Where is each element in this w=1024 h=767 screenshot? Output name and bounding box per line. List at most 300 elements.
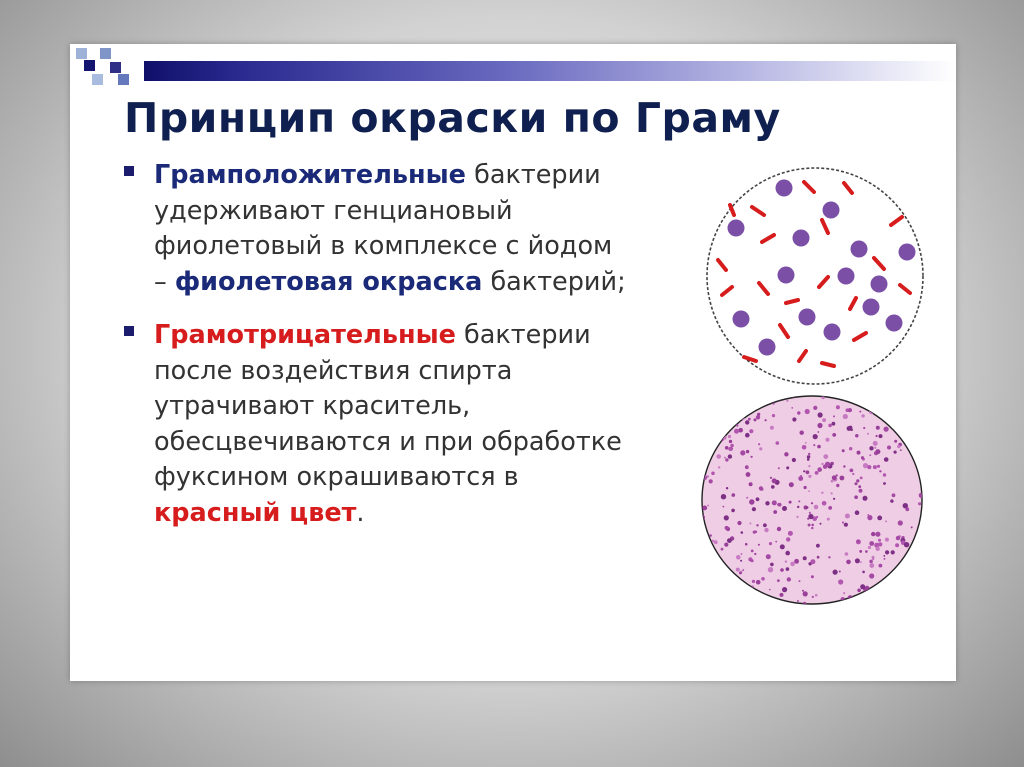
stain-speck xyxy=(756,524,758,526)
stain-speck xyxy=(811,575,814,578)
stain-speck xyxy=(721,494,726,499)
stain-speck xyxy=(833,415,835,417)
stain-speck xyxy=(749,482,753,486)
stain-speck xyxy=(707,400,712,405)
stain-speck xyxy=(839,571,841,573)
stain-speck xyxy=(883,473,886,476)
stain-speck xyxy=(709,534,712,537)
stain-speck xyxy=(766,398,770,402)
stain-speck xyxy=(811,524,814,527)
stain-speck xyxy=(736,424,738,426)
stain-speck xyxy=(737,402,742,407)
stain-speck xyxy=(744,394,748,398)
stain-speck xyxy=(921,453,924,456)
stain-speck xyxy=(712,435,714,437)
stain-speck xyxy=(846,395,848,397)
stain-speck xyxy=(803,591,808,596)
stain-speck xyxy=(786,567,790,571)
stain-speck xyxy=(752,580,755,583)
stain-speck xyxy=(884,558,886,560)
stain-speck xyxy=(817,445,821,449)
stain-speck xyxy=(756,497,760,501)
stain-speck xyxy=(861,414,864,417)
stain-speck xyxy=(736,555,741,560)
stain-speck xyxy=(792,417,796,421)
stain-speck xyxy=(822,501,827,506)
stain-speck xyxy=(716,571,718,573)
stain-speck xyxy=(913,577,917,581)
stain-speck xyxy=(788,531,793,536)
stain-speck xyxy=(780,544,785,549)
stain-speck xyxy=(805,409,810,414)
stain-speck xyxy=(863,427,865,429)
stain-speck xyxy=(822,418,826,422)
photo-background xyxy=(702,396,922,604)
stain-speck xyxy=(728,395,732,399)
stain-speck xyxy=(724,543,728,547)
stain-speck xyxy=(798,476,803,481)
stain-speck xyxy=(843,592,845,594)
stain-speck xyxy=(915,425,919,429)
stain-speck xyxy=(808,524,811,527)
stain-speck xyxy=(811,502,813,504)
stain-speck xyxy=(734,418,736,420)
bullet-line: обесцвечиваются и при обработке xyxy=(154,426,622,457)
stain-speck xyxy=(732,599,734,601)
stain-speck xyxy=(833,498,835,500)
stain-speck xyxy=(842,449,845,452)
stain-speck xyxy=(877,516,882,521)
header-decoration-bar xyxy=(144,61,956,81)
stain-speck xyxy=(883,555,885,557)
stain-speck xyxy=(727,538,732,543)
stain-speck xyxy=(725,576,730,581)
stain-speck xyxy=(913,394,916,397)
stain-speck xyxy=(913,567,915,569)
decor-square xyxy=(100,48,111,59)
stain-speck xyxy=(815,471,819,475)
stain-speck xyxy=(725,446,729,450)
stain-speck xyxy=(910,563,913,566)
stain-speck xyxy=(715,555,719,559)
stain-speck xyxy=(854,495,858,499)
stain-speck xyxy=(723,506,725,508)
stain-speck xyxy=(908,554,911,557)
stain-speck xyxy=(741,531,744,534)
stain-speck xyxy=(842,521,844,523)
stain-speck xyxy=(784,452,788,456)
stain-speck xyxy=(888,580,893,585)
stain-speck xyxy=(875,532,880,537)
stain-speck xyxy=(797,411,800,414)
stain-speck xyxy=(820,523,822,525)
stain-speck xyxy=(843,465,845,467)
stain-speck xyxy=(772,478,777,483)
stain-speck xyxy=(751,559,754,562)
stain-speck xyxy=(885,538,889,542)
stain-speck xyxy=(804,486,807,489)
stain-speck xyxy=(791,407,793,409)
stain-speck xyxy=(707,558,712,563)
stain-speck xyxy=(832,422,836,426)
bullet-line: – фиолетовая окраска бактерий; xyxy=(154,266,626,297)
stain-speck xyxy=(758,443,760,445)
stain-speck xyxy=(726,487,728,489)
stain-speck xyxy=(857,540,860,543)
stain-speck xyxy=(736,568,740,572)
stain-speck xyxy=(719,427,722,430)
stain-speck xyxy=(894,440,897,443)
stain-speck xyxy=(700,412,703,416)
stain-speck xyxy=(808,475,811,478)
bullet-line: Грамотрицательные бактерии xyxy=(154,320,591,350)
stain-speck xyxy=(885,550,889,554)
stain-speck xyxy=(757,413,760,416)
stain-speck xyxy=(724,571,729,576)
stain-speck xyxy=(763,523,767,527)
stain-speck xyxy=(751,456,753,458)
stain-speck xyxy=(701,434,703,436)
bullet-line: фуксином окрашиваются в xyxy=(154,462,519,492)
stain-speck xyxy=(753,531,756,534)
stain-speck xyxy=(889,398,893,402)
stain-speck xyxy=(859,550,862,553)
stain-speck xyxy=(700,570,703,575)
stain-speck xyxy=(844,523,848,527)
stain-speck xyxy=(843,414,848,419)
stain-speck xyxy=(728,454,732,458)
stain-speck xyxy=(745,433,750,438)
stain-speck xyxy=(869,454,871,456)
stain-speck xyxy=(818,412,823,417)
stain-speck xyxy=(786,537,790,541)
stain-speck xyxy=(712,540,715,543)
stain-speck xyxy=(828,424,832,428)
stain-speck xyxy=(700,599,703,603)
stain-speck xyxy=(893,578,896,581)
stain-speck xyxy=(876,426,880,430)
stain-speck xyxy=(711,431,716,436)
slide xyxy=(70,44,956,681)
stain-speck xyxy=(703,440,707,444)
stain-speck xyxy=(731,509,735,513)
stain-speck xyxy=(702,432,706,436)
stain-speck xyxy=(828,506,832,510)
stain-speck xyxy=(758,394,763,398)
stain-speck xyxy=(919,542,923,546)
stain-speck xyxy=(857,451,861,455)
stain-speck xyxy=(742,569,744,571)
stain-speck xyxy=(813,406,817,410)
stain-speck xyxy=(775,541,777,543)
stain-speck xyxy=(713,421,716,424)
stain-speck xyxy=(773,403,775,405)
stain-speck xyxy=(861,456,864,459)
stain-speck xyxy=(705,439,710,444)
stain-speck xyxy=(745,420,749,424)
stain-speck xyxy=(862,571,865,574)
stain-speck xyxy=(797,600,799,602)
stain-speck xyxy=(906,403,910,407)
stain-speck xyxy=(850,469,854,473)
stain-speck xyxy=(724,457,726,459)
stain-speck xyxy=(912,550,915,553)
stain-speck xyxy=(821,463,823,465)
diagram-boundary xyxy=(707,168,923,384)
stain-speck xyxy=(712,413,717,418)
stain-speck xyxy=(895,543,899,547)
square-bullet-icon xyxy=(124,326,134,336)
stain-speck xyxy=(869,541,874,546)
stain-speck xyxy=(745,543,748,546)
stain-speck xyxy=(782,506,787,511)
bullet-line: утрачивают краситель, xyxy=(154,391,471,421)
stain-speck xyxy=(836,484,839,487)
bullet-text xyxy=(154,318,734,531)
stain-speck xyxy=(770,426,774,430)
stain-speck xyxy=(867,465,871,469)
stain-speck xyxy=(711,437,716,442)
stain-speck xyxy=(823,465,827,469)
stain-speck xyxy=(845,552,849,556)
stain-speck xyxy=(904,542,909,547)
stain-speck xyxy=(714,540,718,544)
stain-speck xyxy=(860,561,862,563)
stain-speck xyxy=(764,528,768,532)
stain-speck xyxy=(799,580,801,582)
stain-speck xyxy=(703,561,705,563)
stain-speck xyxy=(817,556,820,559)
stain-speck xyxy=(833,570,838,575)
stain-speck xyxy=(813,434,818,439)
stain-speck xyxy=(728,435,731,438)
stain-speck xyxy=(921,568,924,571)
stain-speck xyxy=(806,470,810,474)
stain-speck xyxy=(836,405,840,409)
stain-speck xyxy=(885,599,887,601)
stain-speck xyxy=(879,564,883,568)
stain-speck xyxy=(711,472,715,476)
stain-speck xyxy=(845,514,850,519)
stain-speck xyxy=(715,598,719,602)
stain-speck xyxy=(864,600,866,602)
stain-speck xyxy=(785,560,787,562)
stain-speck xyxy=(725,458,728,461)
stain-speck xyxy=(728,447,732,451)
stain-speck xyxy=(800,431,804,435)
decor-square xyxy=(110,62,121,73)
stain-speck xyxy=(919,526,924,531)
stain-speck xyxy=(808,465,810,467)
stain-speck xyxy=(898,520,903,525)
stain-speck xyxy=(832,433,836,437)
stain-speck xyxy=(885,520,887,522)
stain-speck xyxy=(810,559,815,564)
stain-speck xyxy=(871,532,875,536)
stain-speck xyxy=(857,596,861,600)
stain-speck xyxy=(821,492,823,494)
stain-speck xyxy=(855,510,860,515)
stain-speck xyxy=(746,497,748,499)
stain-speck xyxy=(738,408,740,410)
stain-speck xyxy=(869,573,874,578)
stain-speck xyxy=(705,578,710,583)
stain-speck xyxy=(897,445,900,448)
stain-speck xyxy=(802,590,804,592)
stain-speck xyxy=(828,556,830,558)
bullet-line: удерживают генциановый xyxy=(154,195,513,226)
stain-speck xyxy=(778,503,782,507)
stain-speck xyxy=(777,527,781,531)
stain-speck xyxy=(729,440,732,443)
stain-speck xyxy=(809,512,811,514)
stain-speck xyxy=(768,396,773,401)
stain-speck xyxy=(910,411,913,414)
stain-speck xyxy=(712,398,716,402)
stain-speck xyxy=(860,477,863,480)
stain-speck xyxy=(858,395,863,400)
stain-speck xyxy=(803,556,807,560)
stain-speck xyxy=(777,579,780,582)
stain-speck xyxy=(753,594,756,597)
stain-speck xyxy=(769,542,772,545)
stain-speck xyxy=(909,427,911,429)
stain-speck xyxy=(860,584,865,589)
stain-speck xyxy=(765,501,769,505)
stain-speck xyxy=(725,526,729,530)
stain-speck xyxy=(768,567,773,572)
stain-speck xyxy=(773,510,777,514)
stain-speck xyxy=(705,564,709,568)
stain-speck xyxy=(769,589,771,591)
stain-speck xyxy=(748,418,751,421)
stain-speck xyxy=(808,453,810,455)
stain-speck xyxy=(718,466,720,468)
stain-speck xyxy=(831,492,833,494)
stain-speck xyxy=(831,480,834,483)
stain-speck xyxy=(716,454,721,459)
stain-speck xyxy=(817,431,819,433)
stain-speck xyxy=(827,518,830,521)
stain-speck xyxy=(794,559,799,564)
stain-speck xyxy=(749,523,751,525)
stain-speck xyxy=(703,601,706,604)
stain-speck xyxy=(741,553,743,555)
stain-speck xyxy=(874,447,876,449)
stain-speck xyxy=(704,461,707,464)
stain-speck xyxy=(721,548,724,551)
stain-speck xyxy=(715,567,719,571)
stain-speck xyxy=(858,485,861,488)
stain-speck xyxy=(852,473,854,475)
stain-speck xyxy=(737,601,740,604)
stain-speck xyxy=(879,434,883,438)
stain-speck xyxy=(756,415,760,419)
stain-speck xyxy=(745,465,749,469)
stain-speck xyxy=(780,568,784,572)
stain-speck xyxy=(751,550,754,553)
bullet-line: Грамположительные бактерии xyxy=(154,160,601,190)
stain-speck xyxy=(878,542,882,546)
stain-speck xyxy=(847,426,852,431)
stain-speck xyxy=(798,500,800,502)
stain-speck xyxy=(855,482,858,485)
stain-speck xyxy=(896,536,900,540)
stain-speck xyxy=(889,400,891,402)
stain-speck xyxy=(789,482,794,487)
stain-speck xyxy=(905,428,907,430)
stain-speck xyxy=(920,424,924,428)
stain-speck xyxy=(873,441,878,446)
stain-speck xyxy=(723,579,726,582)
stain-speck xyxy=(840,476,845,481)
bullet-gram-positive xyxy=(124,158,724,308)
gram-stain-diagram xyxy=(704,165,926,387)
stain-speck xyxy=(876,435,878,437)
bullet-line: красный цвет. xyxy=(154,497,365,528)
stain-speck xyxy=(732,493,736,497)
stain-speck xyxy=(766,554,771,559)
stain-speck xyxy=(890,499,893,502)
stain-speck xyxy=(855,434,858,437)
stain-speck xyxy=(907,441,910,444)
stain-speck xyxy=(770,563,774,567)
stain-speck xyxy=(883,482,886,485)
stain-speck xyxy=(738,428,743,433)
stain-speck xyxy=(730,394,734,398)
stain-speck xyxy=(900,415,903,418)
stain-speck xyxy=(817,467,822,472)
bullet-line: после воздействия спирта xyxy=(154,355,513,386)
stain-speck xyxy=(884,602,886,604)
stain-speck xyxy=(887,446,891,450)
stain-speck xyxy=(758,544,760,546)
stain-speck xyxy=(869,446,873,450)
stain-speck xyxy=(856,479,859,482)
stain-speck xyxy=(918,575,921,578)
stain-speck xyxy=(738,403,743,408)
stain-speck xyxy=(905,591,910,596)
stain-speck xyxy=(918,425,923,430)
stain-speck xyxy=(765,419,767,421)
stain-speck xyxy=(811,527,813,529)
stain-speck xyxy=(813,444,815,446)
stain-speck xyxy=(711,580,715,584)
stain-speck xyxy=(720,404,725,409)
stain-speck xyxy=(789,501,792,504)
stain-speck xyxy=(806,506,808,508)
stain-speck xyxy=(702,506,707,511)
stain-speck xyxy=(796,516,798,518)
stain-speck xyxy=(863,496,868,501)
stain-speck xyxy=(807,518,809,520)
stain-speck xyxy=(846,560,851,565)
stain-speck xyxy=(754,553,756,555)
stain-speck xyxy=(744,394,749,399)
stain-speck xyxy=(709,479,713,483)
stain-speck xyxy=(872,556,875,559)
decor-square xyxy=(84,60,95,71)
stain-speck xyxy=(772,414,775,417)
stain-speck xyxy=(876,547,880,551)
stain-speck xyxy=(826,438,830,442)
stain-speck xyxy=(790,562,795,567)
stain-speck xyxy=(892,493,896,497)
stain-speck xyxy=(702,573,707,578)
stain-speck xyxy=(805,442,807,444)
stain-speck xyxy=(911,526,913,528)
stain-speck xyxy=(859,411,861,413)
